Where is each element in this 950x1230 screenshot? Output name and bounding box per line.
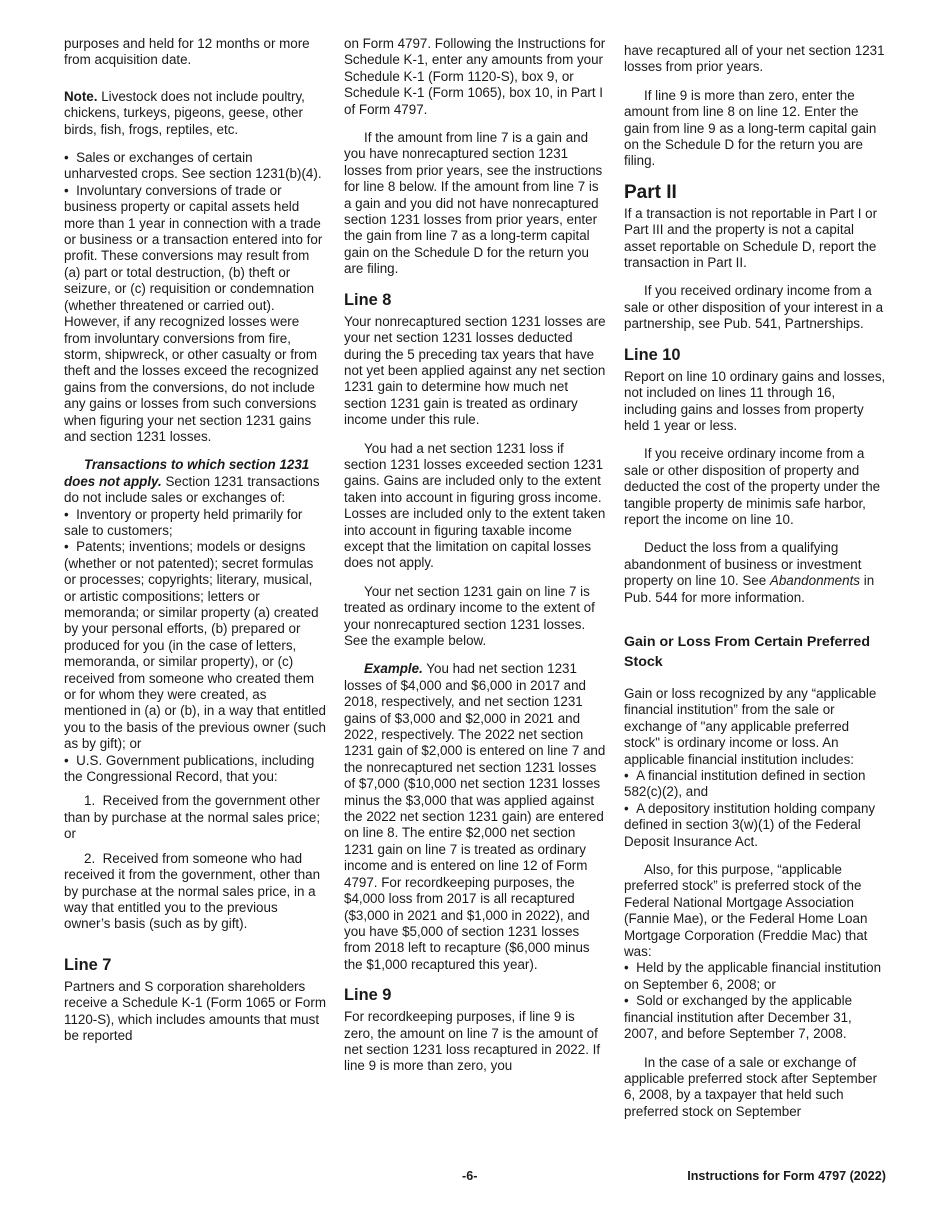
bullet-item: • Involuntary conversions of trade or business property or capital assets held more than 1 year in connection with a trade or business or a transaction entered into for profit. These conversions may result from (a) part or total destruction, (b) theft or seizure, or (c) requisition or condemnation (whether threatened or carried out). However, if any recognized losses were from involuntary conversions from fire, storm, shipwreck, or other casualty or from theft and the losses exceed the recognized gains from the conversions, do not include any gains or losses from such conversions when figuring your net section 1231 gains and section 1231 losses. [64,183,326,446]
note-paragraph [64,89,326,138]
bullet-item: • Held by the applicable financial institution on September 6, 2008; or [624,960,886,993]
column-1 [64,36,326,1056]
paragraph: Also, for this purpose, “applicable preferred stock” is preferred stock of the Federal National Mortgage Association (Fannie Mae), or the Federal Home Loan Mortgage Corporation (Freddie Mac) that was: [624,862,868,960]
column-3 [624,43,886,1132]
heading-line-7: Line 7 [64,955,112,974]
numbered-item-2: 2. Received from someone who had received it from the government, other than by purchase at the normal sales price, in a way that entitled you to the previous owner’s basis (such as by gift). [64,850,321,932]
page-number: -6- [462,1169,478,1183]
column-2 [344,36,606,1087]
paragraph: Your net section 1231 gain on line 7 is treated as ordinary income to the extent of your nonrecaptured section 1231 losses. See the example below. [344,583,595,648]
paragraph: In the case of a sale or exchange of applicable preferred stock after September 6, 2008, by a taxpayer that held such preferred stock on September [624,1054,878,1119]
example-text: You had net section 1231 losses of $4,000 and $6,000 in 2017 and 2018, respectively, and net section 1231 gains of $3,000 and $2,000 in 2021 and 2022, respectively. The 2022 net section 1231 gain of $2,000 is entered on line 7 and the nonrecaptured net section 1231 losses of $7,000 ($10,000 net section 1231 losses minus the $3,000 that was applied against the 2022 net section 1231 gain) are entered on line 8. The entire $2,000 net section 1231 gain on line 7 is treated as ordinary income and is entered on line 12 of Form 4797. For recordkeeping purposes, the $4,000 loss from 2017 is all recaptured ($3,000 in 2021 and $1,000 in 2022), and you have $5,000 of section 1231 losses from 2018 left to recapture ($6,000 minus the $1,000 recaptured this year). [344,661,606,972]
heading-line-10: Line 10 [624,345,681,364]
note-text: Livestock does not include poultry, chickens, turkeys, pigeons, geese, other birds, fish, frogs, reptiles, etc. [64,88,305,137]
italic-reference: Abandonments [769,573,860,589]
bullet-item: • Inventory or property held primarily for sale to customers; [64,507,326,540]
text-run: Deduct the loss from a qualifying abandonment of business or investment property on line 10. See [624,540,862,589]
numbered-item-1: 1. Received from the government other than by purchase at the normal sales price; or [64,793,321,842]
paragraph: If the amount from line 7 is a gain and you have nonrecaptured section 1231 losses from prior years, see the instructions for line 8 below. If the amount from line 7 is a gain and you did not have nonrecaptured section 1231 losses from prior years, enter the gain from line 7 as a long-term capital gain on the Schedule D for the return you are filing. [344,130,603,277]
paragraph: If a transaction is not reportable in Part I or Part III and the property is not a capital asset reportable on Schedule D, report the transaction in Part II. [624,205,878,271]
paragraph: Partners and S corporation shareholders receive a Schedule K-1 (Form 1065 or Form 1120-S), which includes amounts that must be reported [64,978,326,1043]
paragraph: Your nonrecaptured section 1231 losses are your net section 1231 losses deducted during the 5 preceding tax years that have not yet been applied against any net section 1231 gain to determine how much net section 1231 gain is treated as ordinary income under this rule. [344,313,606,428]
paragraph: on Form 4797. Following the Instructions for Schedule K-1, enter any amounts from your Schedule K-1 (Form 1120-S), box 9, or Schedule K-1 (Form 1065), box 10, in Part I of Form 4797. [344,36,606,117]
bullet-item: • A financial institution defined in section 582(c)(2), and [624,768,886,801]
abandonment-paragraph [624,540,886,606]
note-label: Note. [64,88,98,104]
transactions-paragraph [64,457,326,506]
example-paragraph [344,661,606,973]
bullet-item: • Sold or exchanged by the applicable financial institution after December 31, 2007, and before September 7, 2008. [624,993,886,1042]
example-label: Example. [364,661,423,677]
paragraph: You had a net section 1231 loss if section 1231 losses exceeded section 1231 gains. Gains are included only to the extent taken into account in figuring gross income. Losses are included only to the extent taken into account in figuring taxable income except that the limitation on capital losses does not apply. [344,440,606,571]
bullet-item: • U.S. Government publications, including the Congressional Record, that you: [64,753,326,786]
paragraph: If line 9 is more than zero, enter the amount from line 8 on line 12. Enter the gain from line 9 as a long-term capital gain on the Schedule D for the return you are filing. [624,87,877,169]
paragraph: Report on line 10 ordinary gains and losses, not included on lines 11 through 16, including gains and losses from property held 1 year or less. [624,368,886,433]
bullet-item: • Patents; inventions; models or designs (whether or not patented); secret formulas or processes; copyrights; literary, musical, or artistic compositions; letters or memoranda; or similar property (a) created by your personal efforts, (b) prepared or produced for you (in the case of letters, memoranda, or similar property), or (c) received from someone who created them or for whom they were created, as mentioned in (a) or (b), in a way that entitled you to the basis of the previous owner (such as by gift); or [64,539,326,752]
heading-line-8: Line 8 [344,290,392,309]
paragraph: For recordkeeping purposes, if line 9 is zero, the amount on line 7 is the amount of net section 1231 loss recaptured in 2022. If line 9 is more than zero, you [344,1009,601,1074]
heading-part-ii: Part II [624,181,677,203]
paragraph: If you received ordinary income from a sale or other disposition of your interest in a partnership, see Pub. 541, Partnerships. [624,283,884,332]
bullet-item: • Sales or exchanges of certain unharvested crops. See section 1231(b)(4). [64,150,326,183]
transactions-text: Section 1231 transactions do not include sales or exchanges of: [64,473,320,506]
heading-preferred-stock: Gain or Loss From Certain Preferred Stock [624,633,870,670]
paragraph: purposes and held for 12 months or more from acquisition date. [64,36,310,68]
paragraph: have recaptured all of your net section 1231 losses from prior years. [624,43,885,75]
paragraph: If you receive ordinary income from a sale or other disposition of property and deducted the cost of the property under the tangible property de minimis safe harbor, report the income on line 10. [624,446,881,527]
heading-line-9: Line 9 [344,986,392,1005]
bullet-item: • A depository institution holding company defined in section 3(w)(1) of the Federal Deposit Insurance Act. [624,801,886,850]
transactions-label: Transactions to which section 1231 does not apply. [64,457,310,489]
footer-title: Instructions for Form 4797 (2022) [687,1169,886,1183]
paragraph: Gain or loss recognized by any “applicable financial institution” from the sale or exchange of "any applicable preferred stock" is ordinary income or loss. An applicable financial institution includes: [624,685,877,767]
text-run: in Pub. 544 for more information. [624,573,875,605]
